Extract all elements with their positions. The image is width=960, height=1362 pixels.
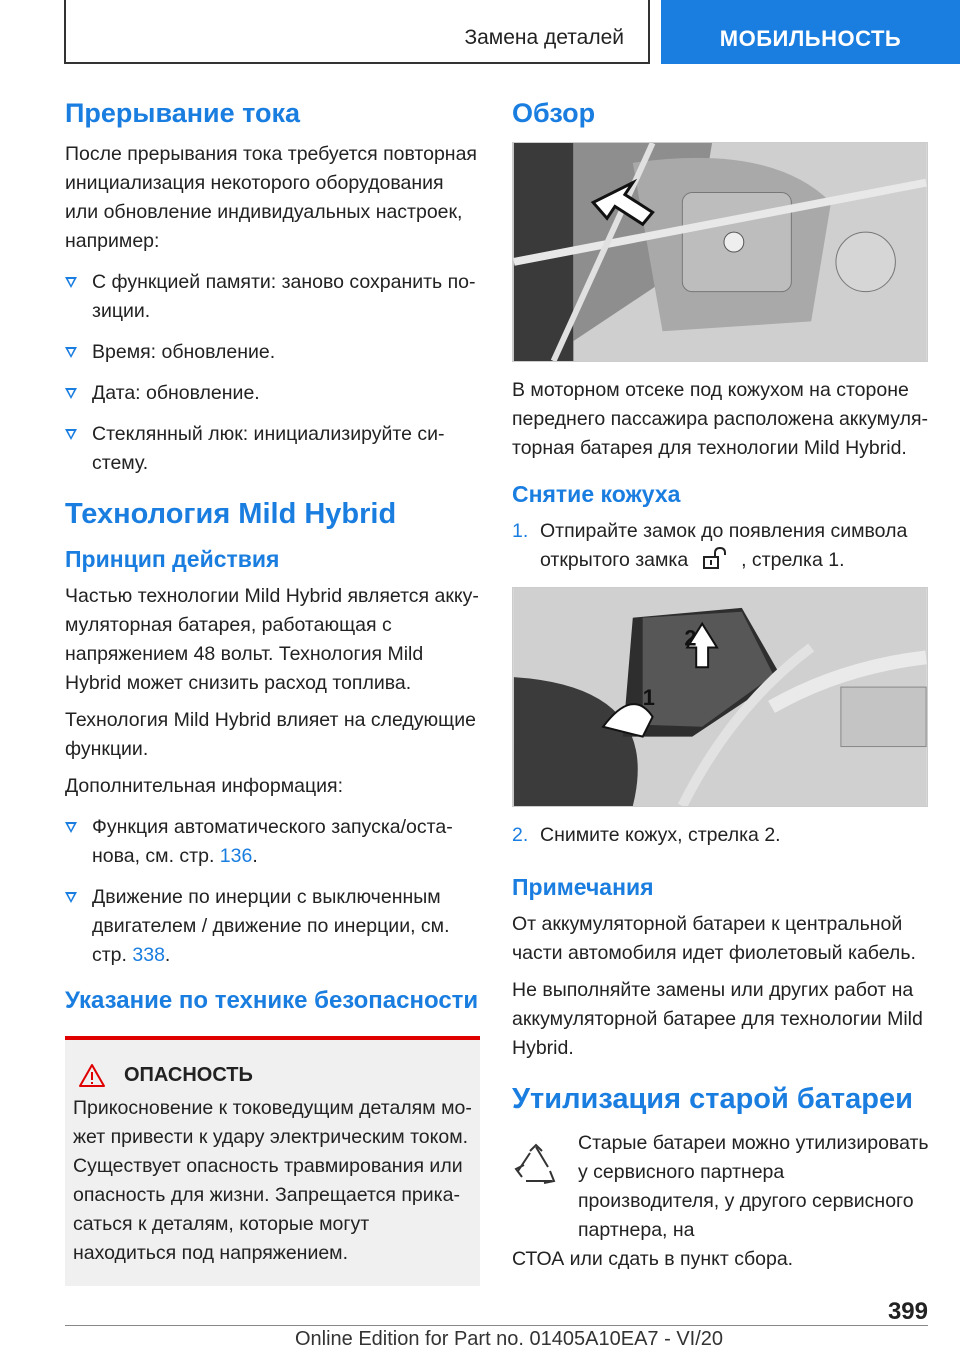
list-item: Функция автоматического запуска/останова, см. стр. 136. (65, 813, 480, 871)
bullet-triangle-icon (65, 347, 77, 358)
footer-divider (65, 1325, 928, 1326)
interrupt-intro: После прерывания тока требуется повторная инициализация некоторого оборудования или обновление индивидуальных настроек, например: (65, 143, 477, 252)
additional-info-text: Дополнительная информация: (65, 775, 344, 797)
notes-text-2: Не выполняйте замены или других работ на аккумуляторной батарее для технологии Mild Hybrid. (512, 979, 923, 1059)
bullet-triangle-icon (65, 892, 77, 903)
danger-label: ОПАСНОСТЬ (124, 1064, 253, 1086)
bullet-triangle-icon (65, 822, 77, 833)
bullet-triangle-icon (65, 277, 77, 288)
cover-removal-photo (512, 587, 928, 807)
overview-text: В моторном отсеке под кожухом на стороне переднего пассажира расположена аккумуляторная батарея для технологии Mild Hybrid. (512, 379, 928, 459)
page-link[interactable]: 136 (219, 845, 253, 867)
overview-heading: Обзор (512, 98, 596, 128)
list-item: Стеклянный люк: инициализируйте систему. (65, 420, 480, 478)
principle-heading: Принцип действия (65, 546, 280, 572)
disposal-text: Старые батареи можно утилизировать у сервисного партнера производителя, у другого сервисного партнера, на (578, 1132, 929, 1241)
engine-bay-photo (512, 142, 928, 362)
open-lock-icon (700, 547, 730, 569)
disposal-text-rest: СТОА или сдать в пункт сбора. (512, 1248, 794, 1270)
edition-text: Online Edition for Part no. 01405A10EA7 - VI/20 (294, 1328, 724, 1350)
list-item: Время: обновление. (65, 338, 480, 367)
section-title: Замена деталей (464, 26, 624, 49)
list-item: Движение по инерции с выключенным двигателем / движение по инерции, см. стр. 338. (65, 883, 480, 970)
list-item: Дата: обновление. (65, 379, 480, 408)
danger-panel (65, 1036, 480, 1286)
page-number: 399 (887, 1298, 928, 1325)
step-item: 2. Снимите кожух, стрелка 2. (512, 821, 930, 850)
arrow-2-label: 2 (684, 625, 697, 651)
bullet-triangle-icon (65, 429, 77, 440)
right-column (512, 96, 930, 1282)
list-item: С функцией памяти: заново сохранить позиции. (65, 268, 480, 326)
disposal-heading: Утилизация старой батареи (512, 1083, 913, 1115)
step-item: 1. Отпирайте замок до появления символа открытого замка , стрелка 1. (512, 517, 930, 575)
left-column (65, 96, 480, 1286)
danger-text: Прикосновение к токоведущим деталям может привести к удару электрическим током. Существует опасность травмирования или опасность для жизни. Запрещается прикасаться к деталям, которые могут находиться под напряжением. (73, 1097, 472, 1264)
principle-text: Частью технологии Mild Hybrid является аккумуляторная батарея, работающая с напряжением 48 вольт. Технология Mild Hybrid может снизить расход топлива. (65, 585, 479, 694)
arrow-1-label: 1 (642, 684, 655, 710)
page-link[interactable]: 338 (132, 944, 165, 966)
removal-heading: Снятие кожуха (512, 481, 681, 507)
chapter-tab[interactable] (661, 0, 960, 64)
bullet-triangle-icon (65, 388, 77, 399)
step-number: 2. (512, 824, 529, 846)
mild-hybrid-heading: Технология Mild Hybrid (65, 498, 397, 530)
notes-text-1: От аккумуляторной батареи к центральной части автомобиля идет фиолетовый кабель. (512, 913, 916, 964)
header-box (64, 0, 650, 64)
interrupt-heading: Прерывание тока (65, 98, 301, 128)
chapter-tab-label: МОБИЛЬНОСТЬ (719, 26, 902, 51)
safety-heading: Указание по технике безопасности (65, 987, 479, 1014)
notes-heading: Примечания (512, 874, 654, 900)
recycle-icon (512, 1143, 560, 1191)
functions-text: Технология Mild Hybrid влияет на следующие функции. (65, 709, 476, 760)
step-number: 1. (512, 520, 529, 542)
warning-triangle-icon (78, 1063, 106, 1088)
